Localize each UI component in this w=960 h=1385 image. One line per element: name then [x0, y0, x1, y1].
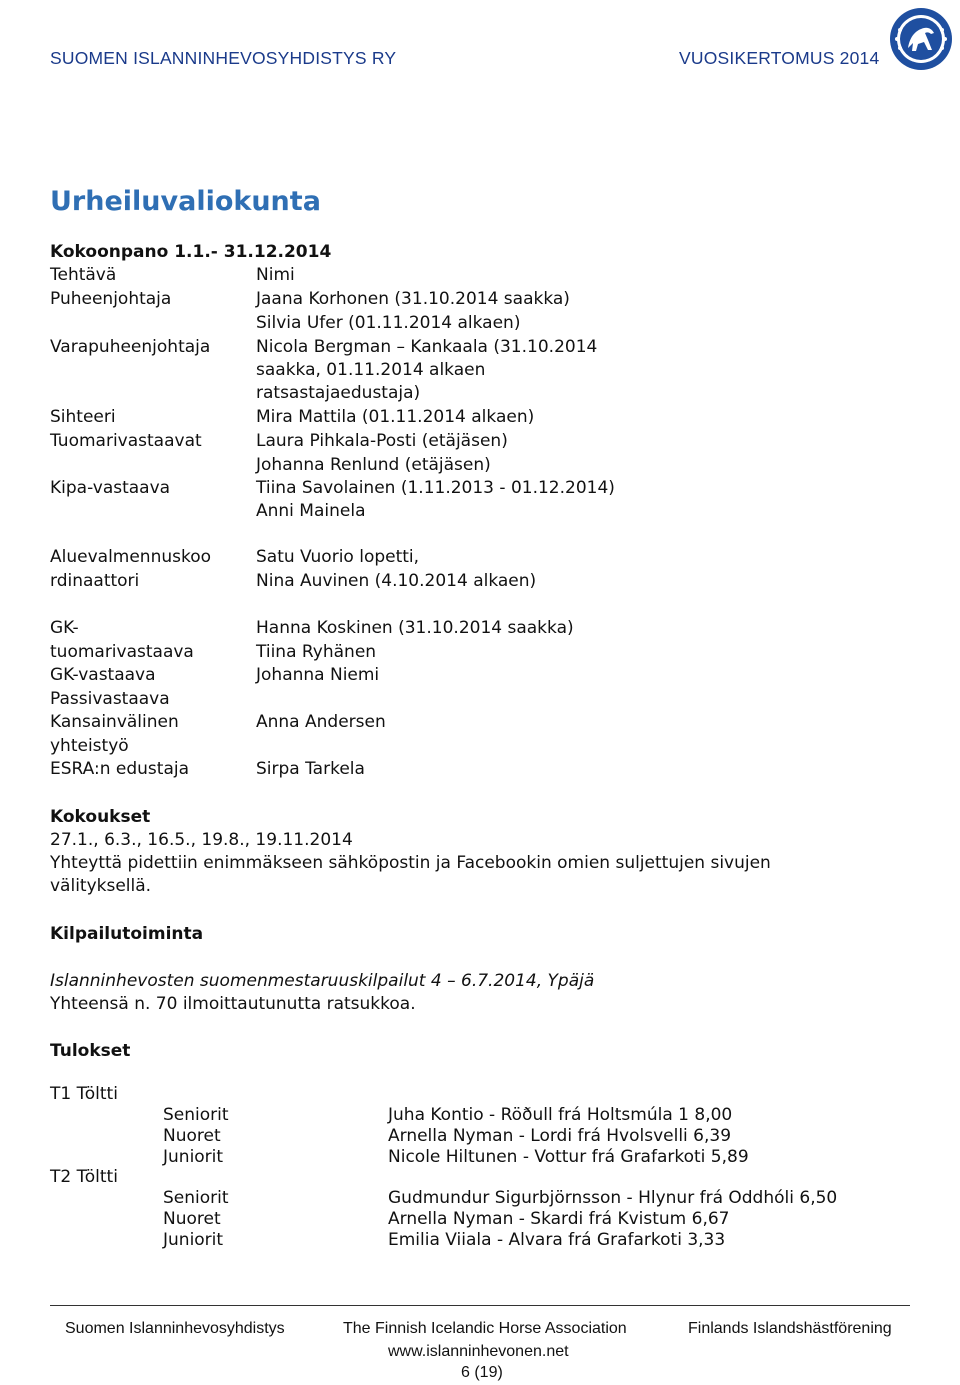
section-title: Urheiluvaliokunta	[50, 186, 321, 217]
role-vice-chair: Varapuheenjohtaja	[50, 337, 211, 357]
member-name: Anni Mainela	[256, 501, 366, 521]
column-header-task: Tehtävä	[50, 265, 117, 285]
competition-event: Islanninhevosten suomenmestaruuskilpailut 4 – 6.7.2014, Ypäjä	[50, 971, 595, 991]
role-judges: Tuomarivastaavat	[50, 431, 202, 451]
result-entry: Gudmundur Sigurbjörnsson - Hlynur frá Oddhóli 6,50	[388, 1188, 838, 1208]
member-name: Anna Andersen	[256, 712, 386, 732]
result-category: Nuoret	[163, 1209, 221, 1229]
member-name: Hanna Koskinen (31.10.2014 saakka)	[256, 618, 574, 638]
composition-heading: Kokoonpano 1.1.- 31.12.2014	[50, 242, 332, 262]
meetings-text: Yhteyttä pidettiin enimmäkseen sähköpostin ja Facebookin omien suljettujen sivujen	[50, 853, 771, 873]
meetings-text: välityksellä.	[50, 876, 152, 896]
member-name: Tiina Ryhänen	[256, 642, 377, 662]
member-name: Sirpa Tarkela	[256, 759, 365, 779]
association-seal-icon	[888, 6, 954, 72]
role-regional-coach: Aluevalmennuskoo	[50, 547, 212, 567]
header-org-name: SUOMEN ISLANNINHEVOSYHDISTYS RY	[50, 48, 397, 68]
footer-org-sv: Finlands Islandshästförening	[688, 1320, 892, 1337]
meetings-heading: Kokoukset	[50, 807, 151, 827]
meeting-dates: 27.1., 6.3., 16.5., 19.8., 19.11.2014	[50, 830, 353, 850]
role-regional-coach-cont: rdinaattori	[50, 571, 140, 591]
role-international: Kansainvälinen	[50, 712, 179, 732]
role-chair: Puheenjohtaja	[50, 289, 172, 309]
result-entry: Emilia Viiala - Alvara frá Grafarkoti 3,33	[388, 1230, 726, 1250]
member-name: Tiina Savolainen (1.11.2013 - 01.12.2014)	[256, 478, 615, 498]
competition-heading: Kilpailutoiminta	[50, 924, 204, 944]
result-entry: Arnella Nyman - Lordi frá Hvolsvelli 6,39	[388, 1126, 732, 1146]
member-name: saakka, 01.11.2014 alkaen	[256, 360, 486, 380]
results-heading: Tulokset	[50, 1041, 131, 1061]
result-category: Seniorit	[163, 1105, 229, 1125]
role-gk: GK-vastaava	[50, 665, 156, 685]
role-gk-judges-cont: tuomarivastaava	[50, 642, 194, 662]
result-class: T2 Töltti	[50, 1167, 118, 1187]
member-name: Silvia Ufer (01.11.2014 alkaen)	[256, 313, 521, 333]
role-kipa: Kipa-vastaava	[50, 478, 171, 498]
role-international-cont: yhteistyö	[50, 736, 129, 756]
role-secretary: Sihteeri	[50, 407, 116, 427]
member-name: Nicola Bergman – Kankaala (31.10.2014	[256, 337, 598, 357]
footer-page-number: 6 (19)	[461, 1364, 503, 1381]
result-category: Seniorit	[163, 1188, 229, 1208]
result-entry: Nicole Hiltunen - Vottur frá Grafarkoti 5,89	[388, 1147, 749, 1167]
member-name: Jaana Korhonen (31.10.2014 saakka)	[256, 289, 570, 309]
result-entry: Arnella Nyman - Skardi frá Kvistum 6,67	[388, 1209, 730, 1229]
member-name: Mira Mattila (01.11.2014 alkaen)	[256, 407, 535, 427]
footer-website-link[interactable]: www.islanninhevonen.net	[388, 1343, 569, 1360]
role-gk-judges: GK-	[50, 618, 79, 638]
role-passport: Passivastaava	[50, 689, 170, 709]
member-name: Johanna Renlund (etäjäsen)	[256, 455, 491, 475]
member-name: Laura Pihkala-Posti (etäjäsen)	[256, 431, 508, 451]
member-name: ratsastajaedustaja)	[256, 383, 421, 403]
footer-org-en: The Finnish Icelandic Horse Association	[343, 1320, 627, 1337]
member-name: Johanna Niemi	[256, 665, 380, 685]
result-class: T1 Töltti	[50, 1084, 118, 1104]
footer-divider	[50, 1305, 910, 1306]
column-header-name: Nimi	[256, 265, 295, 285]
member-name: Nina Auvinen (4.10.2014 alkaen)	[256, 571, 537, 591]
member-name: Satu Vuorio lopetti,	[256, 547, 420, 567]
result-category: Juniorit	[163, 1147, 224, 1167]
result-category: Nuoret	[163, 1126, 221, 1146]
result-category: Juniorit	[163, 1230, 224, 1250]
footer-org-fi: Suomen Islanninhevosyhdistys	[65, 1320, 285, 1337]
role-esra: ESRA:n edustaja	[50, 759, 189, 779]
header-report-title: VUOSIKERTOMUS 2014	[679, 48, 880, 68]
result-entry: Juha Kontio - Röðull frá Holtsmúla 1 8,00	[388, 1105, 733, 1125]
competition-entries: Yhteensä n. 70 ilmoittautunutta ratsukkoa.	[50, 994, 416, 1014]
